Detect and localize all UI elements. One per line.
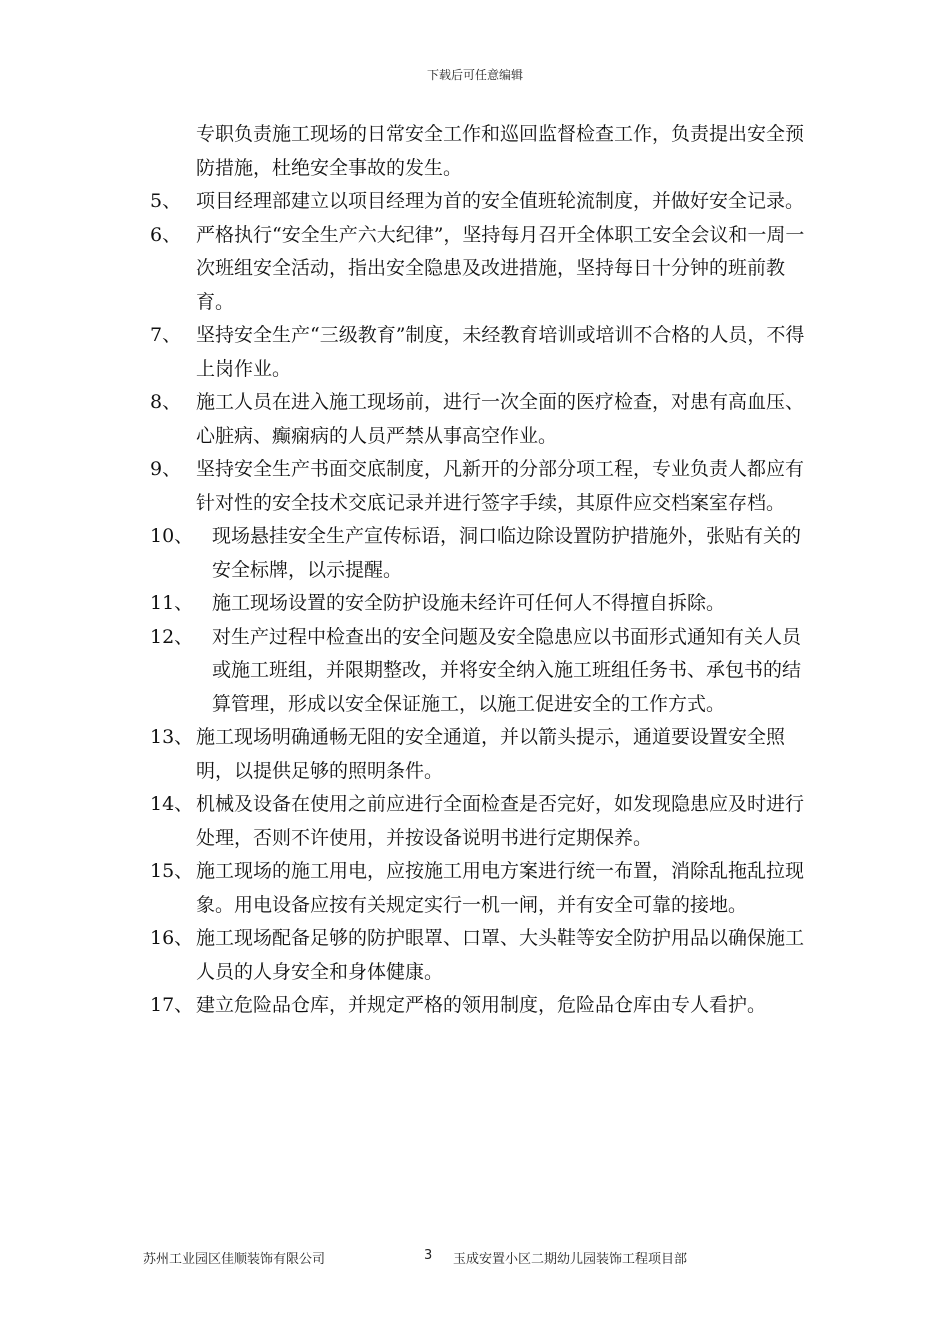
item-text: 施工现场明确通畅无阻的安全通道，并以箭头提示，通道要设置安全照明，以提供足够的照明条件。 bbox=[196, 726, 786, 782]
list-item bbox=[150, 185, 815, 219]
list-item bbox=[150, 621, 815, 722]
item-number: 16、 bbox=[150, 927, 194, 949]
page-number: 3 bbox=[424, 1248, 433, 1263]
list-item bbox=[150, 855, 815, 922]
item-text: 施工现场的施工用电，应按施工用电方案进行统一布置，消除乱拖乱拉现象。用电设备应按有关规定实行一机一闸，并有安全可靠的接地。 bbox=[196, 860, 805, 916]
item-number: 15、 bbox=[150, 860, 194, 882]
item-text: 施工现场配备足够的防护眼罩、口罩、大头鞋等安全防护用品以确保施工人员的人身安全和身体健康。 bbox=[196, 927, 805, 983]
item-number: 11、 bbox=[150, 592, 194, 614]
footer-project: 玉成安置小区二期幼儿园装饰工程项目部 bbox=[453, 1252, 688, 1267]
item-text: 坚持安全生产书面交底制度，凡新开的分部分项工程，专业负责人都应有针对性的安全技术交底记录并进行签字手续，其原件应交档案室存档。 bbox=[196, 458, 805, 514]
document-body bbox=[150, 118, 815, 1023]
item-number: 7、 bbox=[150, 324, 182, 346]
item-text: 建立危险品仓库，并规定严格的领用制度，危险品仓库由专人看护。 bbox=[196, 994, 767, 1016]
item-number: 10、 bbox=[150, 525, 194, 547]
footer-company: 苏州工业园区佳顺装饰有限公司 bbox=[143, 1252, 326, 1267]
item-text: 施工人员在进入施工现场前，进行一次全面的医疗检查，对患有高血压、心脏病、癫痫病的人员严禁从事高空作业。 bbox=[196, 391, 805, 447]
list-item bbox=[150, 453, 815, 520]
item-number: 13、 bbox=[150, 726, 194, 748]
item-number: 14、 bbox=[150, 793, 194, 815]
item-text: 对生产过程中检查出的安全问题及安全隐患应以书面形式通知有关人员或施工班组，并限期整改，并将安全纳入施工班组任务书、承包书的结算管理，形成以安全保证施工，以施工促进安全的工作方式。 bbox=[212, 625, 802, 715]
list-item bbox=[150, 386, 815, 453]
item-number: 6、 bbox=[150, 223, 182, 246]
item-text: 严格执行“安全生产六大纪律”，坚持每月召开全体职工安全会议和一周一次班组安全活动，指出安全隐患及改进措施，坚持每日十分钟的班前教育。 bbox=[196, 223, 805, 313]
item-text: 项目经理部建立以项目经理为首的安全值班轮流制度，并做好安全记录。 bbox=[196, 190, 805, 212]
list-item bbox=[150, 319, 815, 386]
item-text: 施工现场设置的安全防护设施未经许可任何人不得擅自拆除。 bbox=[212, 592, 726, 614]
item-number: 17、 bbox=[150, 994, 194, 1016]
item-text: 坚持安全生产“三级教育”制度，未经教育培训或培训不合格的人员，不得上岗作业。 bbox=[196, 324, 805, 380]
continued-paragraph: 专职负责施工现场的日常安全工作和巡回监督检查工作，负责提出安全预防措施，杜绝安全事故的发生。 bbox=[196, 123, 805, 179]
item-text: 现场悬挂安全生产宣传标语，洞口临边除设置防护措施外，张贴有关的安全标牌，以示提醒。 bbox=[212, 525, 802, 581]
page-footer bbox=[0, 1248, 950, 1268]
item-text: 机械及设备在使用之前应进行全面检查是否完好，如发现隐患应及时进行处理，否则不许使用，并按设备说明书进行定期保养。 bbox=[196, 793, 805, 849]
item-number: 5、 bbox=[150, 190, 182, 212]
list-item bbox=[150, 520, 815, 587]
list-item bbox=[150, 922, 815, 989]
list-item bbox=[150, 788, 815, 855]
item-number: 8、 bbox=[150, 391, 182, 413]
list-item bbox=[150, 721, 815, 788]
page-header-note: 下载后可任意编辑 bbox=[426, 68, 523, 82]
list-item bbox=[150, 989, 815, 1023]
item-number: 12、 bbox=[150, 625, 194, 648]
item-number: 9、 bbox=[150, 458, 182, 480]
list-item bbox=[150, 587, 815, 621]
list-item bbox=[150, 219, 815, 320]
